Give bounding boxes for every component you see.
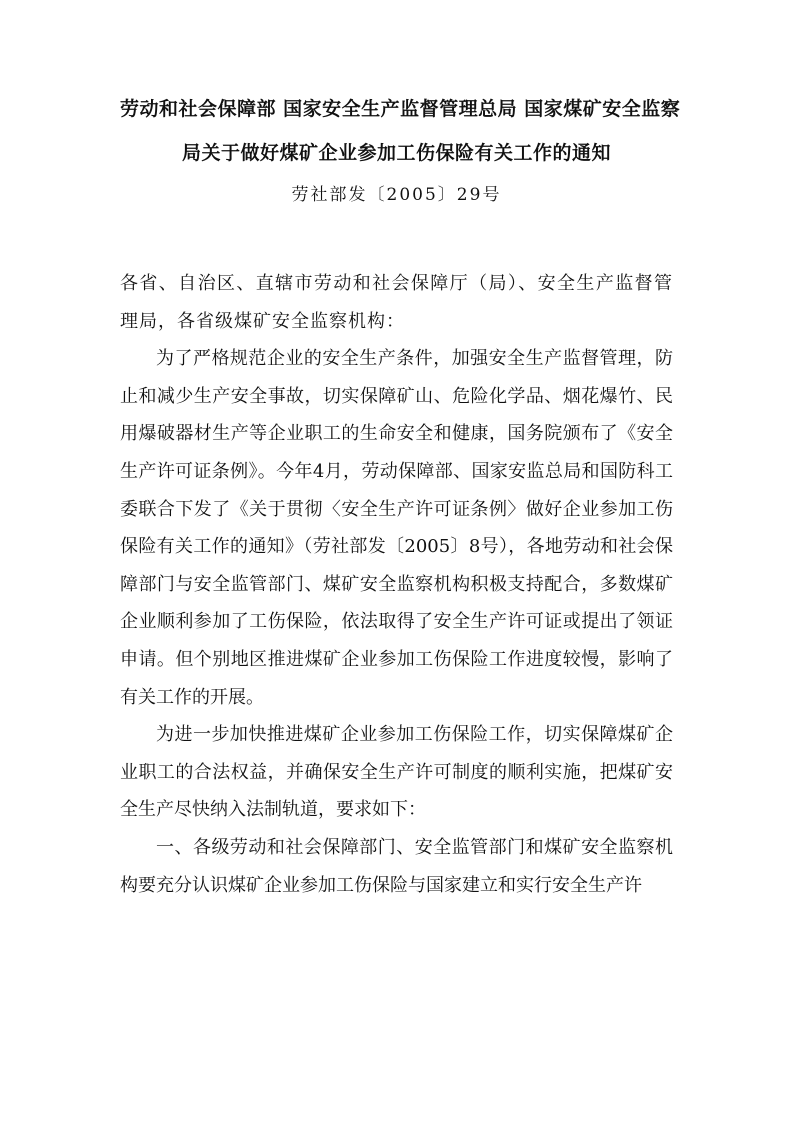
- document-number: 劳社部发〔2005〕29号: [291, 185, 502, 205]
- paragraph-2: 为进一步加快推进煤矿企业参加工伤保险工作，切实保障煤矿企业职工的合法权益，并确保安全生产许可制度的顺利实施，把煤矿安全生产尽快纳入法制轨道，要求如下：: [120, 724, 673, 821]
- document-title-line-1: 劳动和社会保障部 国家安全生产监督管理总局 国家煤矿安全监察: [120, 98, 681, 120]
- document-title-line-2: 局关于做好煤矿企业参加工伤保险有关工作的通知: [181, 142, 611, 164]
- salutation: 各省、自治区、直辖市劳动和社会保障厅（局）、安全生产监督管理局，各省级煤矿安全监察机构：: [120, 273, 673, 332]
- document-body: [120, 265, 673, 904]
- paragraph-1: 为了严格规范企业的安全生产条件，加强安全生产监督管理，防止和减少生产安全事故，切实保障矿山、危险化学品、烟花爆竹、民用爆破器材生产等企业职工的生命安全和健康，国务院颁布了《安全生产许可证条例》。今年4月，劳动保障部、国家安监总局和国防科工委联合下发了《关于贯彻〈安全生产许可证条例〉做好企业参加工伤保险有关工作的通知》（劳社部发〔2005〕8号），各地劳动和社会保障部门与安全监管部门、煤矿安全监察机构积极支持配合，多数煤矿企业顺利参加了工伤保险，依法取得了安全生产许可证或提出了领证申请。但个别地区推进煤矿企业参加工伤保险工作进度较慢，影响了有关工作的开展。: [120, 348, 673, 708]
- paragraph-3: 一、各级劳动和社会保障部门、安全监管部门和煤矿安全监察机构要充分认识煤矿企业参加工伤保险与国家建立和实行安全生产许: [120, 836, 673, 896]
